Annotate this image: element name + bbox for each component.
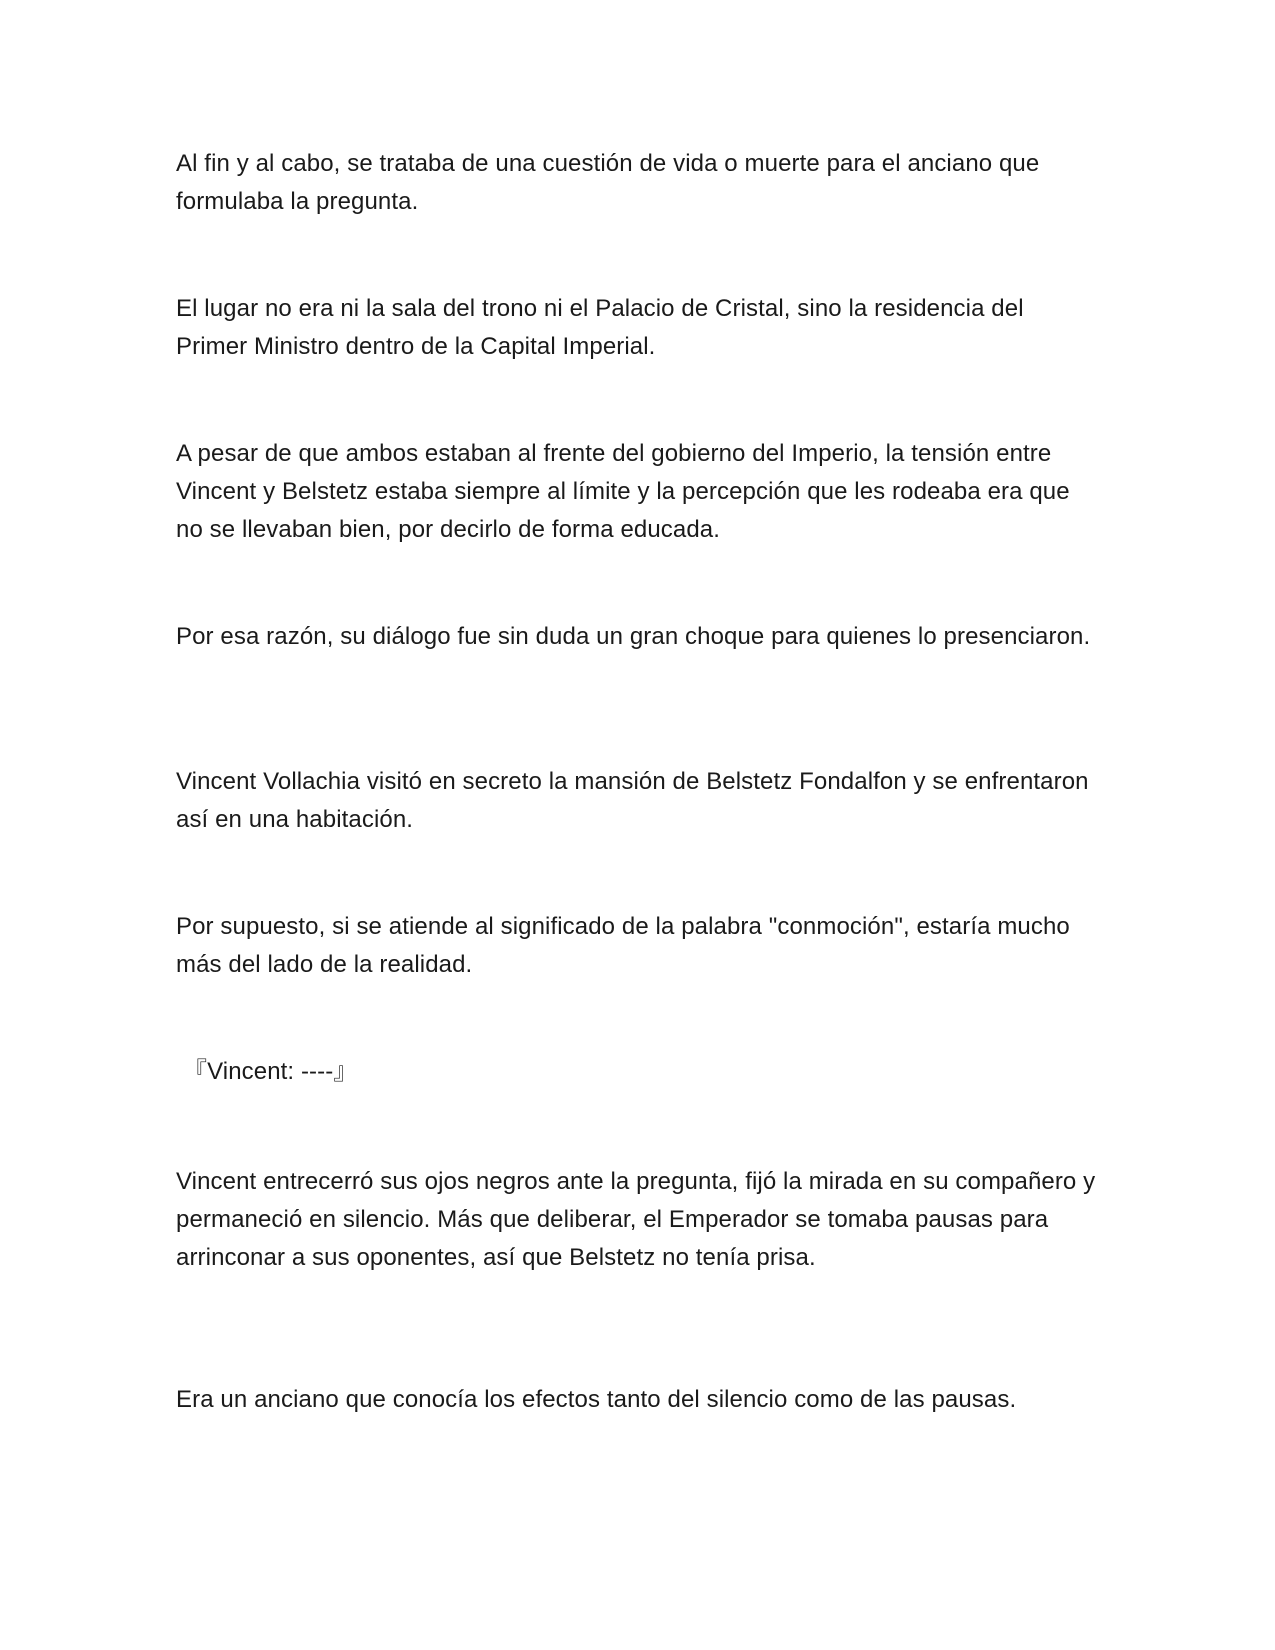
paragraph-2: El lugar no era ni la sala del trono ni el Palacio de Cristal, sino la residencia del Primer Ministro dentro de la Capital Imperial. xyxy=(176,295,1024,360)
paragraph-5: Vincent Vollachia visitó en secreto la mansión de Belstetz Fondalfon y se enfrentaron así en una habitación. xyxy=(176,768,1089,833)
paragraph-6: Por supuesto, si se atiende al significado de la palabra "conmoción", estaría mucho más del lado de la realidad. xyxy=(176,913,1070,978)
paragraph-4: Por esa razón, su diálogo fue sin duda un gran choque para quienes lo presenciaron. xyxy=(176,623,1091,650)
paragraph-3: A pesar de que ambos estaban al frente del gobierno del Imperio, la tensión entre Vincent y Belstetz estaba siempre al límite y la percepción que les rodeaba era que no se llevaban bien, por decirlo de forma educada. xyxy=(176,440,1070,543)
dialogue-line: 『Vincent: ----』 xyxy=(183,1058,358,1085)
paragraph-9: Era un anciano que conocía los efectos tanto del silencio como de las pausas. xyxy=(176,1386,1017,1413)
paragraph-8: Vincent entrecerró sus ojos negros ante la pregunta, fijó la mirada en su compañero y permaneció en silencio. Más que deliberar, el Emperador se tomaba pausas para arrinconar a sus oponentes, así que Belstetz no tenía prisa. xyxy=(176,1168,1096,1271)
paragraph-1: Al fin y al cabo, se trataba de una cuestión de vida o muerte para el anciano que formulaba la pregunta. xyxy=(176,150,1040,215)
